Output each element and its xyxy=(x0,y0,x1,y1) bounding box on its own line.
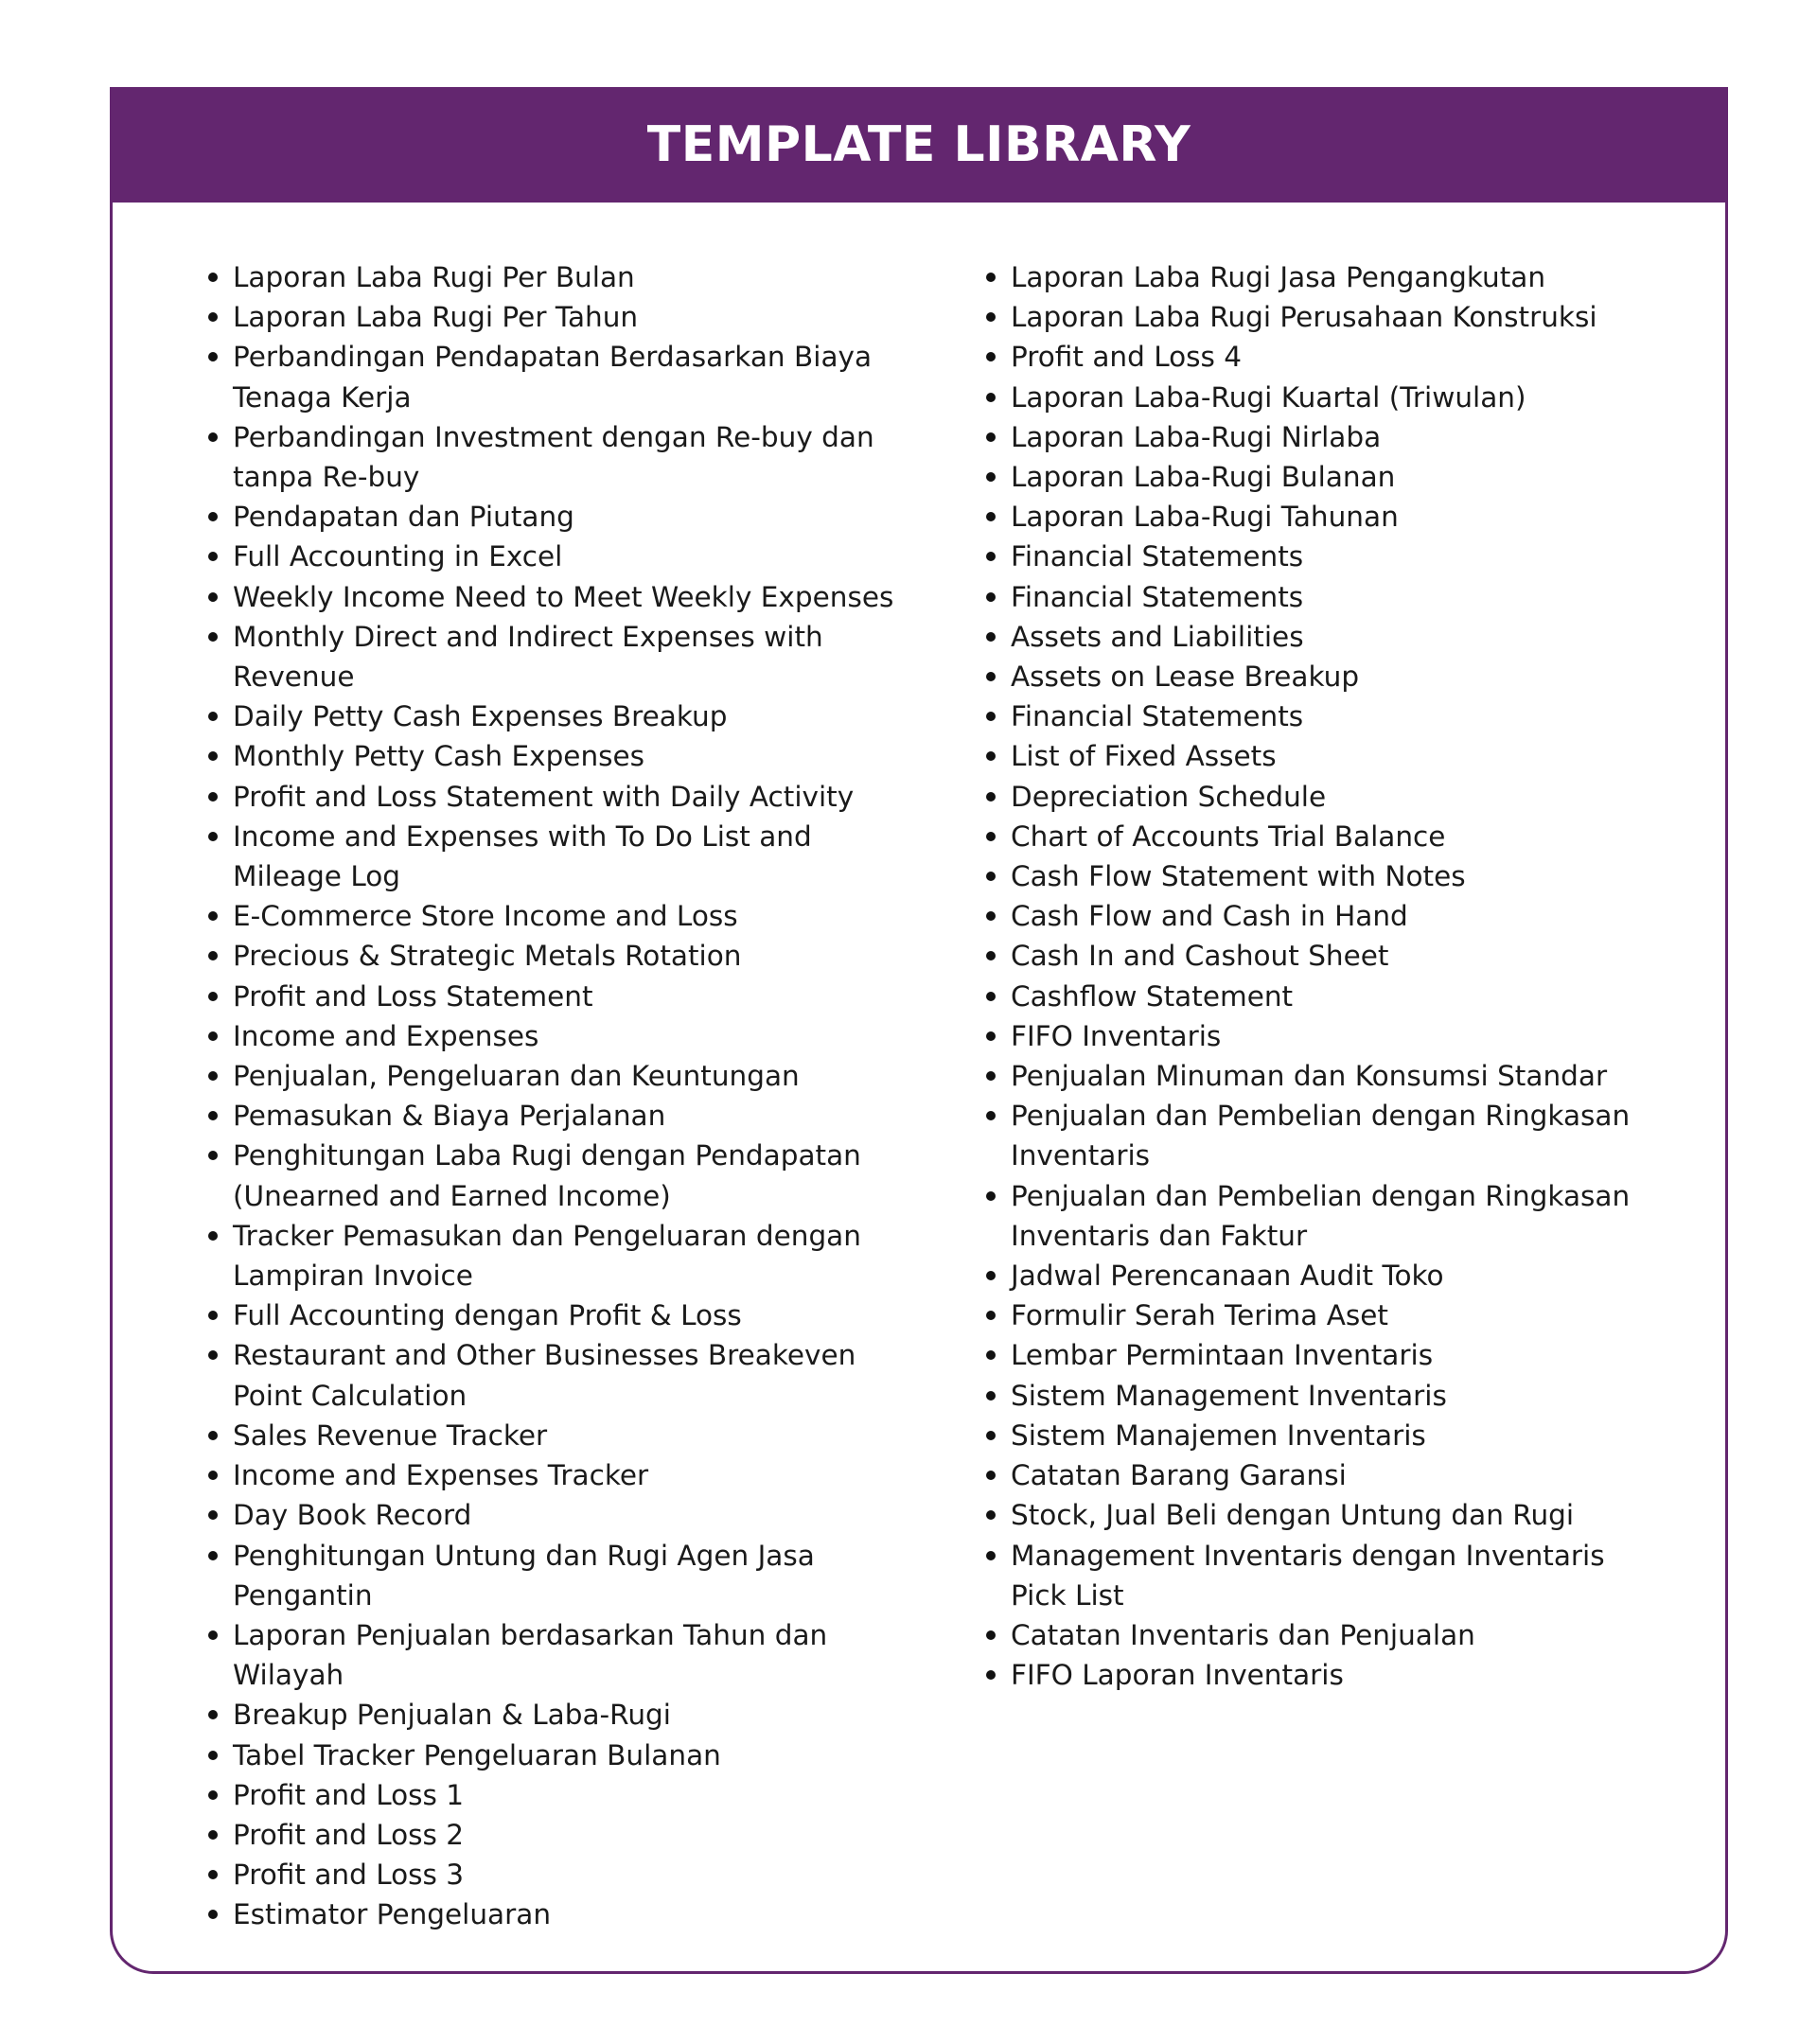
list-item xyxy=(233,1455,905,1495)
list-item-text: Income and Expenses xyxy=(233,1019,539,1052)
list-item-text: Financial Statements xyxy=(1011,580,1304,613)
list-item-text: (Unearned and Earned Income) xyxy=(233,1179,671,1212)
list-item xyxy=(1011,417,1664,457)
list-item-text: Penjualan, Pengeluaran dan Keuntungan xyxy=(233,1060,800,1093)
list-item xyxy=(1011,577,1664,617)
list-item xyxy=(1011,378,1664,417)
list-item-text: Pengantin xyxy=(233,1578,373,1612)
page-title: TEMPLATE LIBRARY xyxy=(646,116,1191,173)
list-item-text: Cashflow Statement xyxy=(1011,979,1294,1013)
list-item-text: Assets on Lease Breakup xyxy=(1011,661,1360,694)
list-item-text: Jadwal Perencanaan Audit Toko xyxy=(1011,1260,1444,1293)
list-item xyxy=(233,417,905,497)
list-item xyxy=(233,777,905,817)
list-item xyxy=(1011,1416,1664,1455)
list-item-text: List of Fixed Assets xyxy=(1011,740,1277,773)
list-item xyxy=(1011,1056,1664,1096)
list-item-text: Precious & Strategic Metals Rotation xyxy=(233,940,742,973)
list-item xyxy=(233,1815,905,1855)
list-item-text: Penghitungan Laba Rugi dengan Pendapatan xyxy=(233,1139,861,1172)
list-item xyxy=(1011,1495,1664,1535)
list-item-text: Cash In and Cashout Sheet xyxy=(1011,940,1389,973)
list-item-text: E-Commerce Store Income and Loss xyxy=(233,900,738,933)
list-item xyxy=(233,617,905,696)
list-item xyxy=(233,1495,905,1535)
list-item-text: Formulir Serah Terima Aset xyxy=(1011,1299,1388,1332)
list-item xyxy=(1011,896,1664,936)
list-item-text: Stock, Jual Beli dengan Untung dan Rugi xyxy=(1011,1499,1575,1532)
list-item-text: Point Calculation xyxy=(233,1379,467,1412)
list-item xyxy=(233,337,905,416)
list-item-text: FIFO Laporan Inventaris xyxy=(1011,1659,1344,1692)
list-item-text: Cash Flow and Cash in Hand xyxy=(1011,900,1408,933)
list-item xyxy=(1011,977,1664,1016)
list-item-text: Profit and Loss Statement xyxy=(233,979,593,1013)
list-item xyxy=(1011,777,1664,817)
list-item xyxy=(233,896,905,936)
list-item xyxy=(233,936,905,976)
list-item xyxy=(233,1016,905,1056)
list-item-text: Laporan Laba Rugi Perusahaan Konstruksi xyxy=(1011,301,1597,334)
list-item xyxy=(1011,1176,1664,1256)
list-item-text: Monthly Petty Cash Expenses xyxy=(233,740,645,773)
list-item xyxy=(1011,457,1664,497)
list-item-text: Revenue xyxy=(233,661,355,694)
list-item xyxy=(233,1136,905,1215)
list-item xyxy=(1011,617,1664,657)
list-item-text: Laporan Laba Rugi Per Bulan xyxy=(233,261,635,293)
list-item xyxy=(233,1216,905,1295)
list-item-text: Profit and Loss 3 xyxy=(233,1859,465,1892)
list-item-text: Cash Flow Statement with Notes xyxy=(1011,860,1466,893)
list-item-text: Management Inventaris dengan Inventaris xyxy=(1011,1539,1605,1572)
list-item xyxy=(1011,1615,1664,1655)
list-item-text: Income and Expenses with To Do List and xyxy=(233,819,812,853)
list-item-text: Tenaga Kerja xyxy=(233,380,412,414)
list-item-text: Pemasukan & Biaya Perjalanan xyxy=(233,1100,666,1133)
list-item xyxy=(1011,1096,1664,1175)
list-item-text: Laporan Penjualan berdasarkan Tahun dan xyxy=(233,1618,828,1651)
list-item xyxy=(1011,657,1664,696)
list-item-text: Chart of Accounts Trial Balance xyxy=(1011,819,1446,853)
list-item-text: Full Accounting in Excel xyxy=(233,540,563,573)
list-item xyxy=(233,1775,905,1815)
list-item xyxy=(1011,1335,1664,1375)
list-item-text: Sistem Management Inventaris xyxy=(1011,1379,1447,1412)
list-item-text: Perbandingan Investment dengan Re-buy dan xyxy=(233,420,874,453)
list-item-text: Estimator Pengeluaran xyxy=(233,1898,552,1931)
list-item xyxy=(233,1536,905,1615)
list-item xyxy=(233,497,905,537)
list-item xyxy=(233,1056,905,1096)
list-item xyxy=(233,1894,905,1934)
list-item xyxy=(1011,1256,1664,1295)
list-item-text: Inventaris xyxy=(1011,1139,1151,1172)
list-item-text: Perbandingan Pendapatan Berdasarkan Biaya xyxy=(233,341,873,374)
list-item-text: Penjualan dan Pembelian dengan Ringkasan xyxy=(1011,1179,1631,1212)
list-item-text: Assets and Liabilities xyxy=(1011,620,1304,653)
list-item-text: Income and Expenses Tracker xyxy=(233,1459,649,1492)
list-item-text: Profit and Loss 1 xyxy=(233,1778,465,1811)
list-item-text: Laporan Laba-Rugi Nirlaba xyxy=(1011,420,1382,453)
list-item-text: Wilayah xyxy=(233,1659,344,1692)
list-item xyxy=(233,257,905,297)
list-item xyxy=(1011,817,1664,856)
list-item xyxy=(233,297,905,337)
list-item-text: Lampiran Invoice xyxy=(233,1260,473,1293)
list-item-text: Laporan Laba Rugi Per Tahun xyxy=(233,301,639,334)
list-item-text: Profit and Loss 2 xyxy=(233,1818,465,1851)
list-item-text: Day Book Record xyxy=(233,1499,472,1532)
list-item-text: Weekly Income Need to Meet Weekly Expenses xyxy=(233,580,894,613)
list-item-text: Mileage Log xyxy=(233,860,401,893)
list-item xyxy=(233,537,905,576)
list-item-text: Full Accounting dengan Profit & Loss xyxy=(233,1299,742,1332)
list-item-text: Sistem Manajemen Inventaris xyxy=(1011,1418,1426,1452)
list-item-text: FIFO Inventaris xyxy=(1011,1019,1222,1052)
list-item xyxy=(233,817,905,896)
list-item-text: Restaurant and Other Businesses Breakeven xyxy=(233,1339,856,1372)
list-item-text: Laporan Laba-Rugi Bulanan xyxy=(1011,461,1396,494)
list-item-text: Catatan Barang Garansi xyxy=(1011,1459,1347,1492)
list-item xyxy=(233,696,905,736)
list-item-text: Catatan Inventaris dan Penjualan xyxy=(1011,1618,1475,1651)
card-header xyxy=(110,87,1728,203)
list-item-text: Laporan Laba-Rugi Tahunan xyxy=(1011,501,1399,534)
list-item xyxy=(1011,936,1664,976)
list-item xyxy=(1011,1536,1664,1615)
list-item xyxy=(1011,1295,1664,1335)
list-item-text: Breakup Penjualan & Laba-Rugi xyxy=(233,1699,671,1732)
list-item-text: Laporan Laba-Rugi Kuartal (Triwulan) xyxy=(1011,380,1526,414)
list-item xyxy=(1011,1655,1664,1695)
list-item xyxy=(1011,1455,1664,1495)
list-item xyxy=(233,1855,905,1894)
list-item xyxy=(1011,856,1664,896)
list-item xyxy=(1011,1376,1664,1416)
list-item xyxy=(233,1096,905,1136)
list-item xyxy=(1011,257,1664,297)
list-item xyxy=(233,1615,905,1695)
list-item xyxy=(1011,497,1664,537)
list-item xyxy=(233,1736,905,1775)
list-item xyxy=(233,1416,905,1455)
list-item-text: Penghitungan Untung dan Rugi Agen Jasa xyxy=(233,1539,815,1572)
list-item xyxy=(1011,736,1664,776)
list-item xyxy=(233,1695,905,1735)
list-item-text: Daily Petty Cash Expenses Breakup xyxy=(233,700,728,733)
list-item xyxy=(233,1335,905,1415)
list-item-text: Inventaris dan Faktur xyxy=(1011,1219,1308,1252)
template-list-left xyxy=(233,257,905,1935)
list-item-text: Monthly Direct and Indirect Expenses with xyxy=(233,620,823,653)
list-item-text: Penjualan Minuman dan Konsumsi Standar xyxy=(1011,1060,1608,1093)
list-item-text: Sales Revenue Tracker xyxy=(233,1418,548,1452)
list-item-text: Profit and Loss Statement with Daily Activity xyxy=(233,780,855,813)
list-item-text: Depreciation Schedule xyxy=(1011,780,1327,813)
list-item xyxy=(233,977,905,1016)
list-item-text: Tracker Pemasukan dan Pengeluaran dengan xyxy=(233,1219,861,1252)
list-item-text: Tabel Tracker Pengeluaran Bulanan xyxy=(233,1738,721,1771)
list-item xyxy=(233,1295,905,1335)
list-item xyxy=(1011,337,1664,377)
list-item-text: Financial Statements xyxy=(1011,540,1304,573)
list-item xyxy=(1011,696,1664,736)
list-item xyxy=(1011,297,1664,337)
list-item-text: tanpa Re-buy xyxy=(233,461,420,494)
list-item xyxy=(1011,537,1664,576)
list-item-text: Laporan Laba Rugi Jasa Pengangkutan xyxy=(1011,261,1546,293)
list-item xyxy=(233,736,905,776)
list-item-text: Profit and Loss 4 xyxy=(1011,341,1243,374)
list-item-text: Pendapatan dan Piutang xyxy=(233,501,574,534)
list-item-text: Penjualan dan Pembelian dengan Ringkasan xyxy=(1011,1100,1631,1133)
list-item-text: Financial Statements xyxy=(1011,700,1304,733)
list-item-text: Pick List xyxy=(1011,1578,1124,1612)
template-list-right xyxy=(1011,257,1664,1695)
list-item xyxy=(1011,1016,1664,1056)
list-item-text: Lembar Permintaan Inventaris xyxy=(1011,1339,1434,1372)
list-item xyxy=(233,577,905,617)
